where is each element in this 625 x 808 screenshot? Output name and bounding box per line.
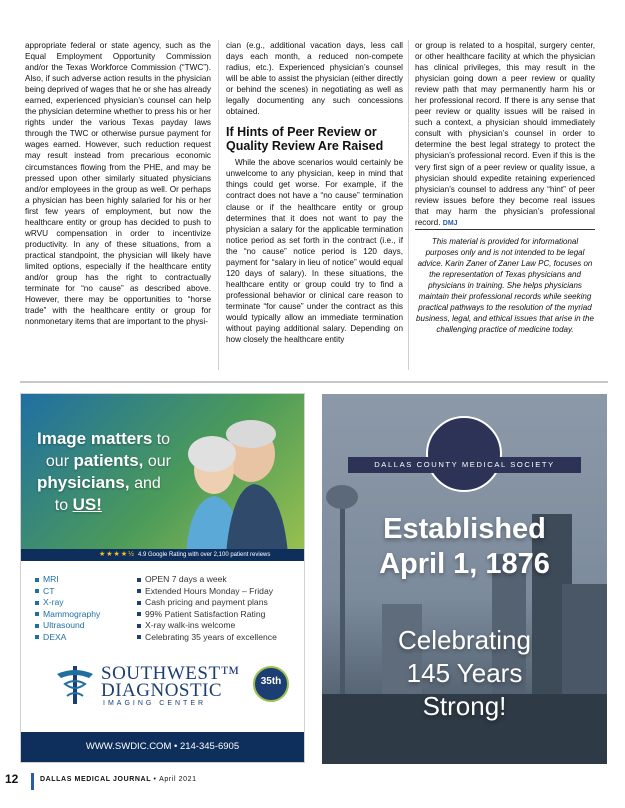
bullet-icon	[35, 589, 39, 593]
bullet-icon	[35, 578, 39, 582]
bullet-icon	[35, 601, 39, 605]
bullet-icon	[35, 624, 39, 628]
end-mark: DMJ	[442, 219, 458, 227]
bullet-icon	[137, 612, 141, 616]
list-item: CT	[35, 586, 100, 598]
features-list	[137, 574, 277, 643]
southwest-diagnostic-logo: SOUTHWEST™ DIAGNOSTIC IMAGING CENTER 35th	[55, 662, 285, 712]
article-paragraph: While the above scenarios would certainly be unwelcome to any physician, keep in mind that things could get worse. For example, if the contract does not have a “no cause” termination clause or if the healthcare entity or group determines that it does not want to pay the physician a salary for the applicable termination notice period as set forth in the contract (i.e., if the “no cause” notice period is 120 days, payment for “salary in lieu of notice” would equal 120 days of salary). In these situations, the healthcare entity or group could try to find a professional behavior or clinical care reason to terminate “for cause” under the contract as this would typically allow an immediate termination without paying additional salary. Depending on how closely the healthcare entity	[226, 158, 403, 345]
list-item: Extended Hours Monday – Friday	[137, 586, 277, 598]
anniversary-badge: 35th	[253, 666, 289, 702]
page-number: 12	[5, 772, 19, 786]
bullet-icon	[137, 635, 141, 639]
list-item: Celebrating 35 years of excellence	[137, 632, 277, 644]
article-column-3	[415, 40, 595, 335]
bullet-icon	[137, 601, 141, 605]
dcms-banner: DALLAS COUNTY MEDICAL SOCIETY	[348, 457, 581, 473]
bullet-icon	[35, 612, 39, 616]
bullet-icon	[35, 635, 39, 639]
ad-headline: Image matters to our patients, our physicians, and to US!	[37, 429, 171, 514]
article-paragraph: cian (e.g., additional vacation days, less call days each month, a reduced non-compete radius, etc.). Experienced physician’s counsel will be able to assist the physician (either directly or behind the scenes) in negotiating as well as legally documenting any such concessions obtained.	[226, 41, 403, 117]
column-divider	[408, 40, 409, 370]
services-list	[35, 574, 100, 643]
article-paragraph: or group is related to a hospital, surgery center, or other healthcare facility at which the physician has clinical privileges, this may result in the physician going down a peer review or quality review path that may permanently harm his or her professional record. If there is any sense that peer review or quality issues will be raised in such a context, a physician should immediately consult with physician’s counsel in order to determine the best legal strategy to protect the physician’s professional record. Even if this is the very first sign of a peer review or quality issue, a physician should expedite retaining experienced physician’s counsel to address any “hint” of peer review issues before they become real issues that may harm the physician’s professional record. DMJ	[415, 41, 595, 227]
page-footer	[0, 772, 625, 792]
list-item: X-ray walk-ins welcome	[137, 620, 277, 632]
southwest-diagnostic-ad[interactable]	[20, 393, 305, 763]
list-item: DEXA	[35, 632, 100, 644]
disclaimer: This material is provided for informational purposes only and is not intended to be legal advice. Karin Zaner of Zaner Law PC, focuses on the representation of Texas physicians and physicians in training. She helps physicians maintain their professional records while seeking practical pathways to the resolution of the myriad business, legal, and ethical issues that arise in the challenging practice of medicine today.	[415, 229, 595, 335]
section-rule	[20, 381, 608, 383]
list-item: OPEN 7 days a week	[137, 574, 277, 586]
bullet-icon	[137, 624, 141, 628]
dcms-seal-icon	[426, 416, 502, 492]
bullet-icon	[137, 578, 141, 582]
bullet-icon	[137, 589, 141, 593]
list-item: Ultrasound	[35, 620, 100, 632]
article-column-1	[25, 40, 211, 327]
star-rating-icon: ★★★★½	[99, 551, 135, 558]
list-item: Cash pricing and payment plans	[137, 597, 277, 609]
list-item: X-ray	[35, 597, 100, 609]
article-column-2	[226, 40, 403, 345]
article-paragraph: appropriate federal or state agency, such as the Equal Employment Opportunity Commission and/or the Texas Workforce Commission (“TWC”). Also, if such adverse action results in the physician being deprived of wages that he or she has already earned, experienced physician’s counsel can help the physician determine whether to press his or her rights under the various Texas payday laws through the TWC or otherwise pursue payment for wages earned. However, such reduction request may result instead from precarious economic circumstances flowing from the PHE, and may be pressed upon other similarly situated physicians and/or employees in the group as well. Or perhaps a physician has been highly salaried for his or her first few years of employment, but now the healthcare entity or group has decided to push to wRVU compensation in order to incentivize productivity. In any of these situations, from a practical standpoint, the physician will likely have limited options, especially if the healthcare entity and/or group has the right to contractually terminate for “no cause” as described above. However, there may be opportunities to “horse trade” with the healthcare entity or group for nonmonetary items that are important to the physi-	[25, 41, 211, 327]
dcms-anniversary-ad	[322, 394, 607, 764]
footer-accent-bar	[31, 773, 34, 790]
celebrating-text: Celebrating 145 Years Strong!	[398, 625, 531, 721]
column-divider	[218, 40, 219, 370]
journal-name: DALLAS MEDICAL JOURNAL • April 2021	[40, 776, 197, 783]
rating-band: ★★★★½ 4.9 Google Rating with over 2,100 patient reviews	[21, 549, 304, 561]
list-item: Mammography	[35, 609, 100, 621]
list-item: MRI	[35, 574, 100, 586]
established-text: Established April 1, 1876	[379, 513, 550, 580]
caduceus-icon	[55, 664, 95, 706]
section-heading: If Hints of Peer Review or Quality Review Are Raised	[226, 125, 384, 154]
ad-contact-footer[interactable]: WWW.SWDIC.COM • 214-345-6905	[21, 732, 304, 762]
list-item: 99% Patient Satisfaction Rating	[137, 609, 277, 621]
